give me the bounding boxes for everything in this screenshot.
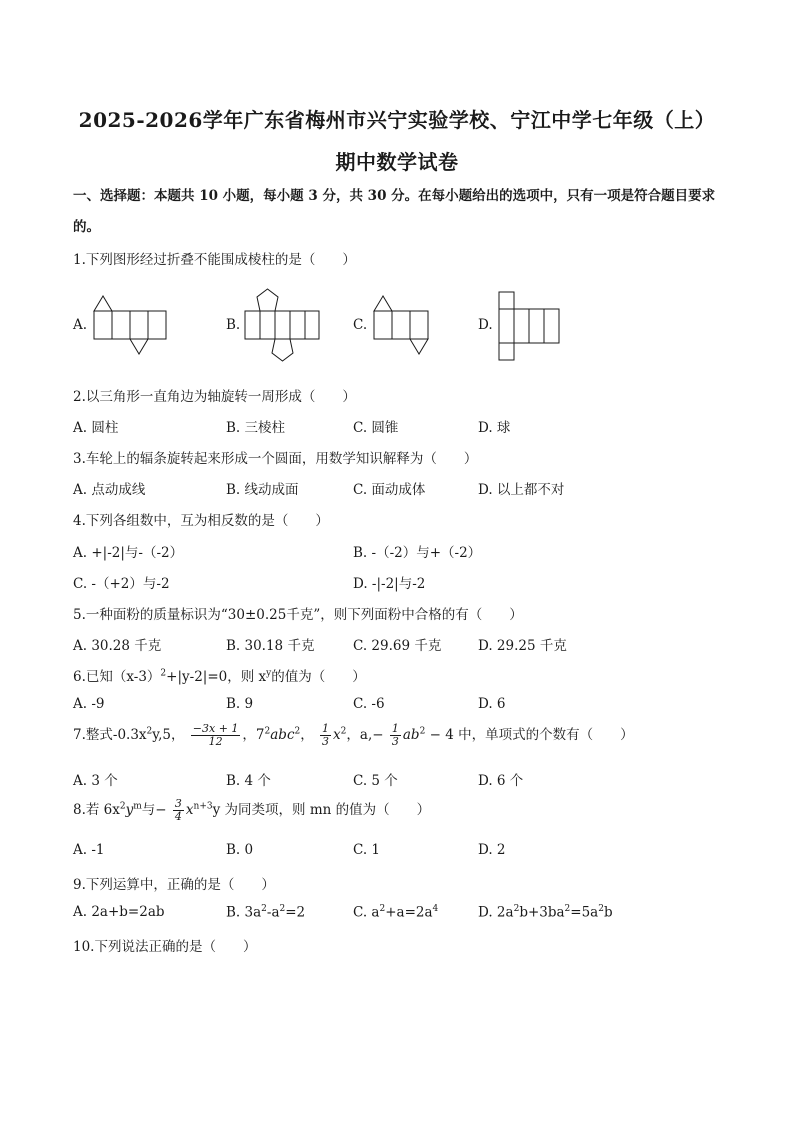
- q8-option-a: A. -1: [73, 842, 105, 858]
- q4-option-a: A. +|-2|与-（-2）: [73, 545, 184, 561]
- q7-option-c: C. 5 个: [353, 773, 398, 789]
- q3-option-a: A. 点动成线: [73, 482, 146, 498]
- q7-option-d: D. 6 个: [478, 773, 524, 789]
- q6-stem: 6.已知$(x-3)^2+|y-2|=0$，则 $x^y$的值为（ ）: [73, 668, 366, 685]
- q3-option-c: C. 面动成体: [353, 482, 426, 498]
- q6-option-a: A. -9: [73, 696, 105, 712]
- q6-option-c: C. -6: [353, 696, 385, 712]
- q9-option-a: A. 2a+b=2ab: [73, 904, 165, 920]
- q1-label-c: C.: [353, 317, 368, 333]
- q6-option-b: B. 9: [226, 696, 254, 712]
- q2-option-d: D. 球: [478, 420, 511, 436]
- exam-title-line2: 期中数学试卷: [335, 150, 459, 174]
- q1-net-d: [497, 290, 563, 362]
- q2-stem: 2.以三角形一直角边为轴旋转一周形成（ ）: [73, 389, 356, 405]
- q1-label-a: A.: [73, 317, 88, 333]
- q7-fraction-1: $\frac{-3x + 1}{12}$: [192, 722, 239, 748]
- q3-option-b: B. 线动成面: [226, 482, 299, 498]
- section-instructions: 一、选择题：本题共 10 小题，每小题 3 分，共 30 分。在每小题给出的选项中，只有一项是符合题目要求的。: [73, 188, 716, 235]
- q5-stem: 5.一种面粉的质量标识为“30±0.25千克”，则下列面粉中合格的有（ ）: [73, 607, 523, 623]
- exam-title-line1: 2025-2026学年广东省梅州市兴宁实验学校、宁江中学七年级（上）: [78, 108, 716, 132]
- q7-option-a: A. 3 个: [73, 773, 118, 789]
- q1-stem: 1.下列图形经过折叠不能围成棱柱的是（ ）: [73, 252, 356, 268]
- q7-option-b: B. 4 个: [226, 773, 271, 789]
- q3-stem: 3.车轮上的辐条旋转起来形成一个圆面，用数学知识解释为（ ）: [73, 451, 478, 467]
- q8-option-d: D. 2: [478, 842, 506, 858]
- q9-option-d: D. $2a^2b+3ba^2=5a^2b$: [478, 904, 613, 921]
- q9-option-b: B. $3a^2-a^2=2$: [226, 904, 306, 921]
- q8-fraction: $\frac{3}{4}$: [174, 797, 182, 823]
- q10-stem: 10.下列说法正确的是（ ）: [73, 939, 257, 955]
- q5-option-b: B. 30.18 千克: [226, 638, 315, 654]
- q8-option-b: B. 0: [226, 842, 254, 858]
- q1-net-c: [372, 292, 432, 358]
- q4-option-b: B. -（-2）与+（-2）: [353, 545, 482, 561]
- q2-option-a: A. 圆柱: [73, 420, 119, 436]
- q5-option-d: D. 29.25 千克: [478, 638, 567, 654]
- q7-fraction-2: $\frac{1}{3}$: [322, 722, 330, 748]
- q7-stem: 7.整式$-0.3x^2y,5$， $\frac{-3x + 1}{12}$ ，$7^2abc^2$， $\frac{1}{3}$ $x^2$，a,− $\frac{1}{3}$ $ab^2 - 4$ 中，单项式的个数有（ ）: [73, 722, 634, 748]
- q4-option-c: C. -（+2）与-2: [73, 576, 170, 592]
- q5-option-a: A. 30.28 千克: [73, 638, 162, 654]
- q5-option-c: C. 29.69 千克: [353, 638, 442, 654]
- q9-option-c: C. $a^2+a=2a^4$: [353, 904, 439, 921]
- q8-stem: 8.若 $6x^2y^m$与− $\frac{3}{4}$ $x^{n+3}y$ 为同类项，则 mn 的值为（ ）: [73, 797, 431, 823]
- q6-option-d: D. 6: [478, 696, 506, 712]
- q4-stem: 4.下列各组数中，互为相反数的是（ ）: [73, 513, 329, 529]
- q1-label-b: B.: [226, 317, 241, 333]
- q1-net-a: [92, 292, 168, 358]
- q4-option-d: D. -|-2|与-2: [353, 576, 426, 592]
- q2-option-b: B. 三棱柱: [226, 420, 286, 436]
- q2-option-c: C. 圆锥: [353, 420, 399, 436]
- q3-option-d: D. 以上都不对: [478, 482, 565, 498]
- q8-option-c: C. 1: [353, 842, 381, 858]
- q1-label-d: D.: [478, 317, 493, 333]
- q1-net-b: [243, 287, 321, 365]
- q7-fraction-3: $\frac{1}{3}$: [391, 722, 399, 748]
- q9-stem: 9.下列运算中，正确的是（ ）: [73, 877, 275, 893]
